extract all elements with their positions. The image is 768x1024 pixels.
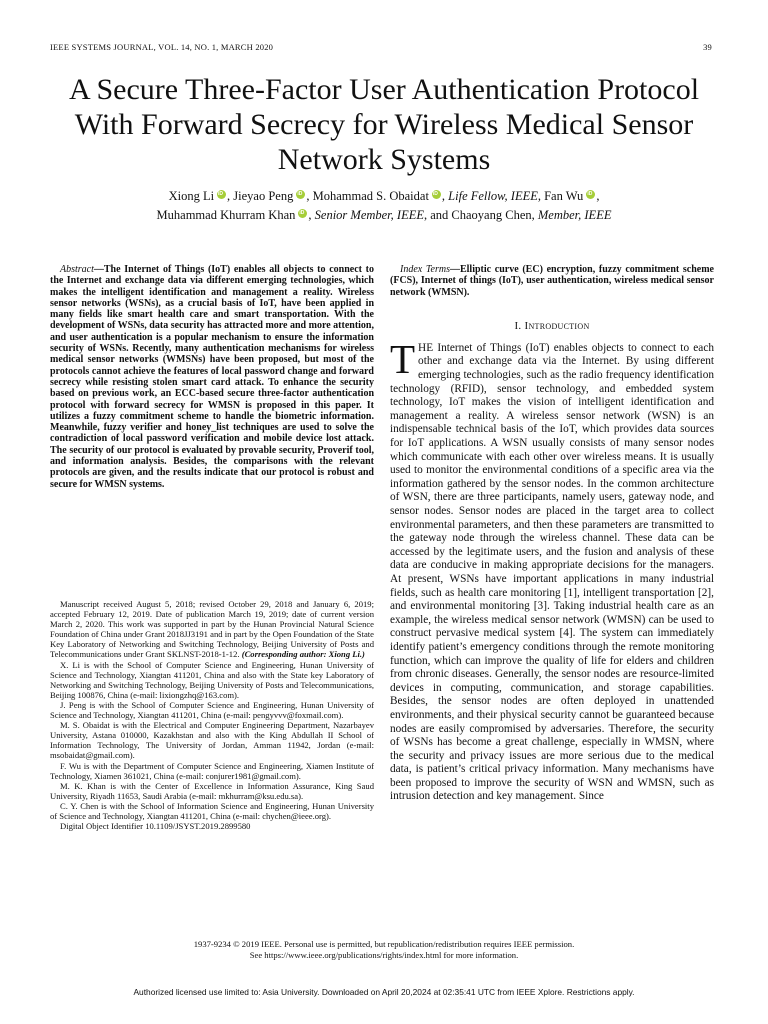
section-heading (390, 320, 714, 332)
doi[interactable]: Digital Object Identifier 10.1109/JSYST.2019.2899580 (60, 821, 251, 832)
author-name[interactable]: Jieyao Peng (233, 189, 294, 203)
orcid-icon[interactable] (586, 190, 595, 199)
index-terms-label: Index Terms (400, 264, 450, 275)
rights-link[interactable]: See https://www.ieee.org/publications/rights/index.html for more information. (249, 950, 519, 960)
author-membership: Member, IEEE (537, 208, 612, 222)
orcid-icon[interactable] (296, 190, 305, 199)
footnote-manuscript (50, 599, 374, 660)
orcid-icon[interactable] (217, 190, 226, 199)
orcid-icon[interactable] (298, 209, 307, 218)
license-notice: Authorized licensed use limited to: Asia University. Downloaded on April 20,2024 at 02:35:41 UTC from IEEE Xplore. Restrictions apply. (133, 987, 635, 997)
footnote-affiliation: C. Y. Chen is with the School of Information Science and Engineering, Hunan University of Science and Technology, Xiangtan 411201, China (e-mail: chychen@ieee.org). (50, 800, 374, 821)
abstract-label: Abstract (60, 264, 94, 275)
abstract (50, 264, 374, 490)
author-list: Xiong LiiD , Jieyao PengiD , Mohammad S. ObaidatiD , Life Fellow, IEEE, Fan WuiD , Muhammad Khurram KhaniD , Senior Member, IEEE, and Chaoyang Chen, Member, IEEE (60, 187, 708, 225)
index-terms (390, 264, 714, 298)
author-membership: Life Fellow, IEEE (448, 189, 538, 203)
author-name[interactable]: Fan Wu (544, 189, 584, 203)
section-title: Introduction (524, 319, 590, 332)
left-column (50, 264, 374, 490)
footnote-affiliation: X. Li is with the School of Computer Science and Engineering, Hunan University of Science and Technology, Xiangtan 411201, China and also with the State key Laboratory of Networking and Switching Technology, Beijing University of Posts and Telecommunications, Beijing 100876, China (e-mail: lixiongzhq@163.com). (50, 659, 374, 700)
footnote-affiliation: F. Wu is with the Department of Computer Science and Engineering, Xiamen Institute of Technology, Xiamen 361021, China (e-mail: conjurer1981@gmail.com). (50, 760, 374, 781)
orcid-icon[interactable] (432, 190, 441, 199)
footnote-text: Manuscript received August 5, 2018; revised October 29, 2018 and January 6, 2019; accepted February 12, 2019. Date of publication March 19, 2019; date of current version March 2, 2020. This work was supported in part by the Hunan Provincial Natural Science Foundation of China under Grant 2018JJ3191 and in part by the Open Foundation of the State Key Laboratory of Networking and Switching Technology, Beijing University of Posts and Telecommunications under Grant SKLNST-2018-1-12. (50, 599, 374, 660)
drop-cap: T (390, 335, 416, 382)
footnote-affiliation: M. K. Khan is with the Center of Excellence in Information Assurance, King Saud University, Riyadh 11653, Saudi Arabia (e-mail: mkhurram@ksu.edu.sa). (50, 780, 374, 801)
author-name[interactable]: and Chaoyang Chen (430, 208, 532, 222)
footnote-affiliation: J. Peng is with the School of Computer Science and Engineering, Hunan University of Science and Technology, Xiangtan 411201, China (e-mail: pengyvvv@foxmail.com). (50, 699, 374, 721)
footnote-affiliation: M. S. Obaidat is with the Electrical and Computer Engineering Department, Nazarbayev University, Astana 010000, Kazakhstan and also with the King Abdullah II School of Information Technology, The University of Jordan, Amman 11942, Jordan (e-mail: msobaidat@gmail.com). (50, 720, 374, 761)
section-number: I. (514, 319, 522, 332)
running-head (50, 42, 712, 54)
copyright-notice (50, 939, 718, 961)
copyright-line: 1937-9234 © 2019 IEEE. Personal use is permitted, but republication/redistribution requires IEEE permission. (193, 939, 575, 949)
author-name[interactable]: Muhammad Khurram Khan (156, 208, 296, 222)
author-membership: Senior Member, IEEE (314, 208, 424, 222)
page-number: 39 (703, 42, 712, 52)
index-terms-text: —Elliptic curve (EC) encryption, fuzzy commitment scheme (FCS), Internet of things (IoT), user authentication, wireless medical sensor network (WMSN). (390, 264, 714, 298)
right-column (390, 264, 714, 804)
journal-name: IEEE SYSTEMS JOURNAL, VOL. 14, NO. 1, MARCH 2020 (50, 42, 274, 52)
author-name[interactable]: Mohammad S. Obaidat (312, 189, 429, 203)
paper-title: A Secure Three-Factor User Authentication Protocol With Forward Secrecy for Wireless Medical Sensor Network Systems (68, 73, 700, 176)
introduction-paragraph (390, 335, 714, 804)
corresponding-author: (Corresponding author: Xiong Li.) (241, 649, 365, 660)
footnotes (50, 599, 374, 831)
abstract-text: —The Internet of Things (IoT) enables all objects to connect to the Internet and exchange data via different emerging technologies, which makes the intelligent identification and management a reality. Wireless sensor networks (WSNs), as a crucial basis of IoT, have been applied in many fields like smart health care and smart transportation. With the development of WSNs, data security has attracted more and more attention, and user authentication is a popular mechanism to ensure the information security of WSNs. Recently, many authentication mechanisms for wireless medical sensor networks (WMSNs) have been proposed, but most of the protocols cannot achieve the features of local password change and forward secrecy while resisting stolen smart card attack. To enhance the security based on previous work, an ECC-based secure three-factor authentication protocol with forward secrecy for WMSN is proposed in this paper. It utilizes a fuzzy commitment scheme to handle the biometric information. Meanwhile, fuzzy verifier and honey_list techniques are used to solve the contradiction of local password verification and mobile device lost attack. The security of our protocol is evaluated by provable security, Proverif tool, and information analysis. Besides, the comparisons with the relevant protocols are given, and the results indicate that our protocol is robust and secure for WMSN systems. (50, 264, 374, 490)
author-name[interactable]: Xiong Li (168, 189, 215, 203)
introduction-text: HE Internet of Things (IoT) enables objects to connect to each other and exchange data via the Internet. By using different emerging technologies, such as the radio frequency identification technology (RFID), sensor technology, and embedded system technology, IoT makes the vision of intelligent identification and management a reality. A wireless sensor network (WSN) is an indispensable technical basis of the IoT, which provides data sources for IoT applications. A WSN usually consists of many sensor nodes which communicate with each other over wireless means. It is usually used to monitor the environmental conditions of a specific area via the information gathered by the sensor nodes. In the common architecture of WSN, there are three participants, namely users, gateway node, and sensor nodes. Sensor nodes are placed in the target area to collect environmental parameters, and then these parameters are transmitted to the gateway node through the wireless channel. These data can be accessed by the legitimate users, and the fusion and analysis of these data are conducive in making appropriate decisions for the managers. At present, WSNs have important applications in many industrial fields, such as health care monitoring [1], intelligent transportation [2], and environmental monitoring [3]. Taking industrial health care as an example, the wireless medical sensor network (WMSN) can be used to construct pervasive medical system [4]. The system can immediately identify patient’s emergency conditions through the remote monitoring function, which can improve the quality of life for elders and children from chronic diseases. Generally, the sensor nodes are resource-limited devices in computing, communication, and storage capabilities. Besides, the sensor nodes are often deployed in unattended environments, and their physical security cannot be guaranteed because nodes are easily compromised by adversaries. Therefore, the security of WSNs has become a great challenge, especially in WMSN, where the security and privacy issues are more serious due to the medical data, is patient’s critical privacy information. Many mechanisms have been proposed to improve the security of WSN and WMSN, such as intrusion detection and key management. Since (390, 341, 714, 803)
